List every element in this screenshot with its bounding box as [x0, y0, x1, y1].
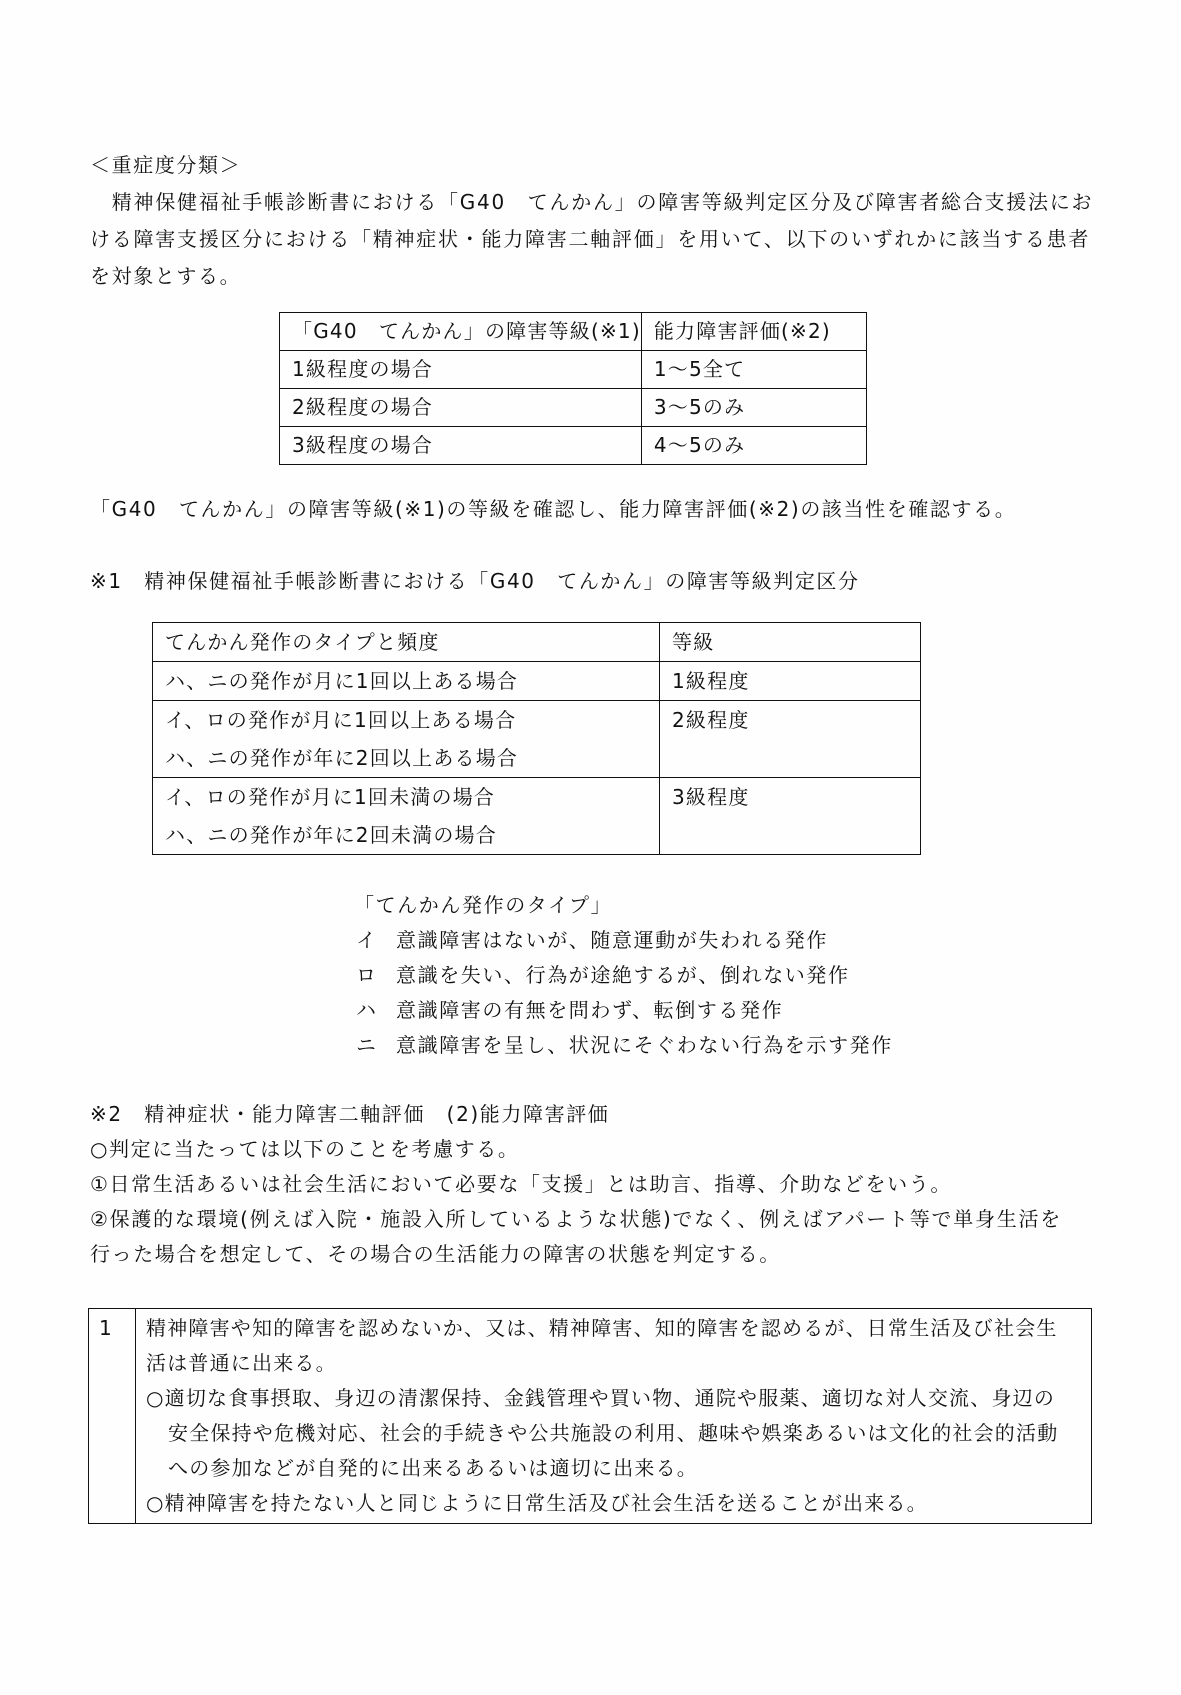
table-header-cell: 能力障害評価(※2)	[641, 313, 866, 351]
seizure-type-key: ハ	[356, 998, 378, 1022]
table-header-cell: 等級	[660, 623, 921, 662]
seizure-type-text: 意識障害を呈し、状況にそぐわない行為を示す発作	[396, 1033, 893, 1057]
table-row	[280, 389, 867, 427]
seizure-type-text: 意識障害の有無を問わず、転倒する発作	[396, 998, 784, 1022]
table-row	[280, 427, 867, 465]
table-row	[153, 778, 921, 855]
table-cell	[153, 778, 660, 855]
condition-line: ハ、ニの発作が年に2回以上ある場合	[165, 746, 519, 770]
table-cell: 2級程度の場合	[280, 389, 642, 427]
seizure-types-title: 「てんかん発作のタイプ」	[354, 893, 613, 917]
seizure-grade-table	[152, 622, 921, 855]
description-line: 活は普通に出来る。	[146, 1351, 337, 1375]
table-cell: 3級程度の場合	[280, 427, 642, 465]
table-row	[153, 701, 921, 778]
ability-level-table	[88, 1308, 1092, 1524]
condition-line: イ、ロの発作が月に1回以上ある場合	[165, 708, 517, 732]
description-line: への参加などが自発的に出来るあるいは適切に出来る。	[168, 1456, 698, 1480]
seizure-type-item	[356, 996, 783, 1024]
table-cell: 1級程度	[660, 662, 921, 701]
level-number: 1	[89, 1309, 136, 1524]
grade-ability-table	[279, 312, 867, 465]
footnote2-title: ※2 精神症状・能力障害二軸評価 (2)能力障害評価	[90, 1102, 610, 1126]
seizure-type-item	[356, 961, 850, 989]
table-cell: 3級程度	[660, 778, 921, 855]
table-cell	[153, 701, 660, 778]
description-line: 安全保持や危機対応、社会的手続きや公共施設の利用、趣味や娯楽あるいは文化的社会的活動	[168, 1421, 1059, 1445]
description-line: ○適切な食事摂取、身辺の清潔保持、金銭管理や買い物、通院や服薬、適切な対人交流、身辺の	[146, 1386, 1056, 1410]
footnote2-line: ①日常生活あるいは社会生活において必要な「支援」とは助言、指導、介助などをいう。	[90, 1172, 952, 1196]
table-header-cell: てんかん発作のタイプと頻度	[153, 623, 660, 662]
table-cell: ハ、ニの発作が月に1回以上ある場合	[153, 662, 660, 701]
intro-line-1: 精神保健福祉手帳診断書における「G40 てんかん」の障害等級判定区分及び障害者総合支援法にお	[90, 190, 1094, 214]
footnote1-title: ※1 精神保健福祉手帳診断書における「G40 てんかん」の障害等級判定区分	[90, 569, 860, 593]
table-row	[153, 662, 921, 701]
seizure-type-key: イ	[356, 928, 378, 952]
table-row	[280, 351, 867, 389]
table-header-cell: 「G40 てんかん」の障害等級(※1)	[280, 313, 642, 351]
note-confirm-grade: 「G40 てんかん」の障害等級(※1)の等級を確認し、能力障害評価(※2)の該当性を確認する。	[90, 497, 1017, 521]
level-description	[136, 1309, 1092, 1524]
seizure-type-text: 意識を失い、行為が途絶するが、倒れない発作	[396, 963, 850, 987]
description-line: 精神障害や知的障害を認めないか、又は、精神障害、知的障害を認めるが、日常生活及び社会生	[146, 1316, 1058, 1340]
table-row	[89, 1309, 1092, 1524]
table-cell: 2級程度	[660, 701, 921, 778]
footnote2-line: ○判定に当たっては以下のことを考慮する。	[90, 1137, 520, 1161]
table-header-row	[280, 313, 867, 351]
footnote2-line: ②保護的な環境(例えば入院・施設入所しているような状態)でなく、例えばアパート等で単身生活を	[90, 1207, 1063, 1231]
table-cell: 4～5のみ	[641, 427, 866, 465]
seizure-type-item	[356, 1031, 893, 1059]
table-cell: 1～5全て	[641, 351, 866, 389]
seizure-type-text: 意識障害はないが、随意運動が失われる発作	[396, 928, 828, 952]
intro-line-3: を対象とする。	[90, 264, 242, 288]
seizure-type-key: ニ	[356, 1033, 378, 1057]
seizure-type-key: ロ	[356, 963, 378, 987]
section-title: ＜重症度分類＞	[90, 153, 242, 177]
footnote2-line: 行った場合を想定して、その場合の生活能力の障害の状態を判定する。	[90, 1242, 781, 1266]
description-line: ○精神障害を持たない人と同じように日常生活及び社会生活を送ることが出来る。	[146, 1491, 928, 1515]
intro-line-2: ける障害支援区分における「精神症状・能力障害二軸評価」を用いて、以下のいずれかに該当する患者	[90, 227, 1091, 251]
table-header-row	[153, 623, 921, 662]
condition-line: ハ、ニの発作が年に2回未満の場合	[165, 823, 497, 847]
seizure-type-item	[356, 926, 828, 954]
condition-line: イ、ロの発作が月に1回未満の場合	[165, 785, 496, 809]
table-cell: 1級程度の場合	[280, 351, 642, 389]
table-cell: 3～5のみ	[641, 389, 866, 427]
